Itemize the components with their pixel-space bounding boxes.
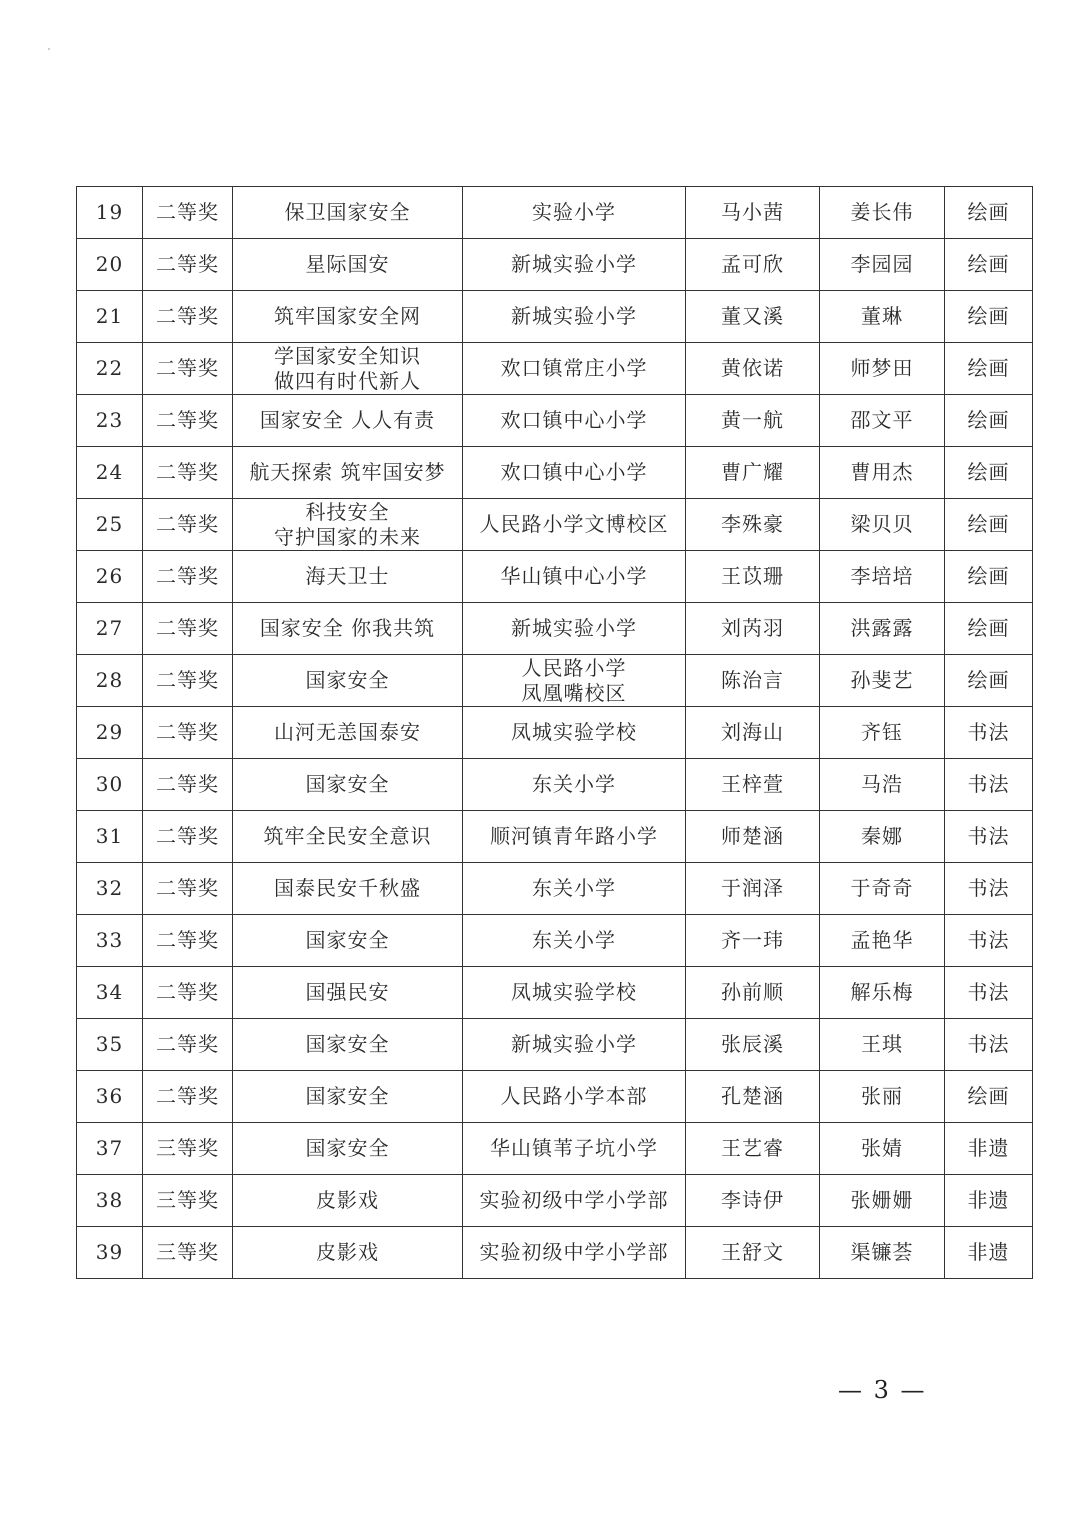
school-cell	[463, 499, 686, 551]
award-level-cell: 二等奖	[143, 967, 233, 1019]
row-number-cell: 31	[77, 811, 143, 863]
award-level-cell: 三等奖	[143, 1227, 233, 1279]
teacher-name-cell: 齐钰	[820, 707, 945, 759]
award-level-cell: 二等奖	[143, 291, 233, 343]
work-title-line: 科技安全	[305, 499, 390, 524]
row-number-cell: 34	[77, 967, 143, 1019]
school-cell	[463, 239, 686, 291]
school-cell	[463, 707, 686, 759]
category-cell: 绘画	[945, 395, 1033, 447]
row-number-cell: 26	[77, 551, 143, 603]
award-level-cell: 二等奖	[143, 603, 233, 655]
school-cell	[463, 1071, 686, 1123]
work-title-cell	[233, 1123, 463, 1175]
work-title-line: 国泰民安千秋盛	[274, 876, 421, 900]
student-name-cell: 师楚涵	[686, 811, 820, 863]
work-title-cell	[233, 655, 463, 707]
award-level-cell: 三等奖	[143, 1123, 233, 1175]
category-cell: 书法	[945, 759, 1033, 811]
category-cell: 绘画	[945, 603, 1033, 655]
category-cell: 书法	[945, 811, 1033, 863]
school-line: 新城实验小学	[511, 1032, 637, 1056]
category-cell: 绘画	[945, 447, 1033, 499]
work-title-cell	[233, 291, 463, 343]
work-title-line: 国家安全	[305, 928, 390, 952]
work-title-cell	[233, 759, 463, 811]
school-cell	[463, 863, 686, 915]
table-row	[77, 551, 1033, 603]
student-name-cell: 王苡珊	[686, 551, 820, 603]
work-title-cell	[233, 343, 463, 395]
work-title-cell	[233, 863, 463, 915]
school-line: 欢口镇常庄小学	[500, 356, 648, 380]
work-title-cell	[233, 1175, 463, 1227]
work-title-line: 筑牢国家安全网	[274, 304, 421, 328]
awards-table	[76, 186, 1033, 1279]
table-row	[77, 239, 1033, 291]
teacher-name-cell: 董琳	[820, 291, 945, 343]
category-cell: 书法	[945, 915, 1033, 967]
school-line: 东关小学	[532, 876, 616, 900]
award-level-cell: 二等奖	[143, 499, 233, 551]
school-line: 实验初级中学小学部	[479, 1188, 669, 1212]
school-line: 人民路小学	[521, 655, 627, 680]
school-line: 顺河镇青年路小学	[490, 824, 658, 848]
student-name-cell: 孟可欣	[686, 239, 820, 291]
row-number-cell: 24	[77, 447, 143, 499]
category-cell: 绘画	[945, 499, 1033, 551]
work-title-line: 星际国安	[305, 252, 390, 276]
student-name-cell: 刘海山	[686, 707, 820, 759]
student-name-cell: 黄依诺	[686, 343, 820, 395]
school-cell	[463, 1123, 686, 1175]
student-name-cell: 王梓萱	[686, 759, 820, 811]
work-title-line: 国家安全	[305, 1032, 390, 1056]
row-number-cell: 36	[77, 1071, 143, 1123]
work-title-line: 国强民安	[305, 980, 390, 1004]
school-line: 凤城实验学校	[511, 980, 637, 1004]
school-cell	[463, 759, 686, 811]
school-cell	[463, 1175, 686, 1227]
award-level-cell: 二等奖	[143, 187, 233, 239]
page-number: — 3 —	[838, 1376, 927, 1404]
category-cell: 绘画	[945, 239, 1033, 291]
school-line: 东关小学	[532, 928, 616, 952]
category-cell: 绘画	[945, 291, 1033, 343]
category-cell: 非遗	[945, 1123, 1033, 1175]
table-row	[77, 759, 1033, 811]
work-title-line: 国家安全	[305, 1084, 390, 1108]
table-row	[77, 291, 1033, 343]
table-row	[77, 1071, 1033, 1123]
school-cell	[463, 655, 686, 707]
teacher-name-cell: 解乐梅	[820, 967, 945, 1019]
school-line: 新城实验小学	[511, 616, 637, 640]
teacher-name-cell: 洪露露	[820, 603, 945, 655]
category-cell: 绘画	[945, 1071, 1033, 1123]
table-row	[77, 1227, 1033, 1279]
school-line: 华山镇中心小学	[500, 564, 648, 588]
teacher-name-cell: 于奇奇	[820, 863, 945, 915]
teacher-name-cell: 梁贝贝	[820, 499, 945, 551]
student-name-cell: 陈治言	[686, 655, 820, 707]
school-line: 新城实验小学	[511, 304, 637, 328]
student-name-cell: 刘芮羽	[686, 603, 820, 655]
work-title-cell	[233, 239, 463, 291]
table-row	[77, 603, 1033, 655]
row-number-cell: 39	[77, 1227, 143, 1279]
teacher-name-cell: 张姗姗	[820, 1175, 945, 1227]
student-name-cell: 孔楚涵	[686, 1071, 820, 1123]
work-title-line: 皮影戏	[316, 1188, 379, 1212]
category-cell: 绘画	[945, 551, 1033, 603]
work-title-line: 航天探索 筑牢国安梦	[249, 460, 446, 484]
work-title-cell	[233, 707, 463, 759]
row-number-cell: 21	[77, 291, 143, 343]
table-row	[77, 655, 1033, 707]
teacher-name-cell: 秦娜	[820, 811, 945, 863]
table-row	[77, 1175, 1033, 1227]
work-title-cell	[233, 967, 463, 1019]
student-name-cell: 张辰溪	[686, 1019, 820, 1071]
teacher-name-cell: 曹用杰	[820, 447, 945, 499]
award-level-cell: 二等奖	[143, 759, 233, 811]
row-number-cell: 30	[77, 759, 143, 811]
row-number-cell: 29	[77, 707, 143, 759]
school-line: 实验小学	[532, 200, 616, 224]
school-cell	[463, 967, 686, 1019]
teacher-name-cell: 张婧	[820, 1123, 945, 1175]
student-name-cell: 王舒文	[686, 1227, 820, 1279]
school-line: 欢口镇中心小学	[500, 460, 648, 484]
work-title-cell	[233, 603, 463, 655]
table-row	[77, 499, 1033, 551]
school-cell	[463, 187, 686, 239]
row-number-cell: 23	[77, 395, 143, 447]
school-line: 华山镇苇子坑小学	[490, 1136, 658, 1160]
school-cell	[463, 343, 686, 395]
award-level-cell: 二等奖	[143, 915, 233, 967]
work-title-line: 国家安全	[305, 1136, 390, 1160]
award-level-cell: 二等奖	[143, 551, 233, 603]
work-title-line: 国家安全 人人有责	[259, 408, 436, 432]
table-row	[77, 915, 1033, 967]
work-title-line: 保卫国家安全	[284, 200, 411, 224]
row-number-cell: 25	[77, 499, 143, 551]
work-title-line: 山河无恙国泰安	[274, 720, 421, 744]
category-cell: 非遗	[945, 1227, 1033, 1279]
work-title-line: 筑牢全民安全意识	[263, 824, 432, 848]
work-title-cell	[233, 1019, 463, 1071]
work-title-cell	[233, 915, 463, 967]
row-number-cell: 27	[77, 603, 143, 655]
category-cell: 书法	[945, 1019, 1033, 1071]
school-cell	[463, 603, 686, 655]
work-title-cell	[233, 1227, 463, 1279]
teacher-name-cell: 李园园	[820, 239, 945, 291]
row-number-cell: 20	[77, 239, 143, 291]
student-name-cell: 马小茜	[686, 187, 820, 239]
award-level-cell: 二等奖	[143, 1019, 233, 1071]
student-name-cell: 李诗伊	[686, 1175, 820, 1227]
award-level-cell: 三等奖	[143, 1175, 233, 1227]
teacher-name-cell: 马浩	[820, 759, 945, 811]
table-row	[77, 187, 1033, 239]
award-level-cell: 二等奖	[143, 707, 233, 759]
table-row	[77, 707, 1033, 759]
school-line: 欢口镇中心小学	[500, 408, 648, 432]
award-level-cell: 二等奖	[143, 239, 233, 291]
award-level-cell: 二等奖	[143, 395, 233, 447]
table-row	[77, 863, 1033, 915]
category-cell: 绘画	[945, 187, 1033, 239]
category-cell: 书法	[945, 967, 1033, 1019]
work-title-line: 海天卫士	[305, 564, 390, 588]
teacher-name-cell: 邵文平	[820, 395, 945, 447]
student-name-cell: 孙前顺	[686, 967, 820, 1019]
award-level-cell: 二等奖	[143, 447, 233, 499]
category-cell: 书法	[945, 707, 1033, 759]
work-title-line: 国家安全 你我共筑	[259, 616, 436, 640]
work-title-cell	[233, 447, 463, 499]
work-title-cell	[233, 551, 463, 603]
work-title-cell	[233, 811, 463, 863]
award-level-cell: 二等奖	[143, 343, 233, 395]
work-title-cell	[233, 395, 463, 447]
school-cell	[463, 447, 686, 499]
table-row	[77, 967, 1033, 1019]
work-title-cell	[233, 1071, 463, 1123]
table-row	[77, 811, 1033, 863]
school-cell	[463, 915, 686, 967]
teacher-name-cell: 姜长伟	[820, 187, 945, 239]
teacher-name-cell: 王琪	[820, 1019, 945, 1071]
school-line: 人民路小学文博校区	[479, 512, 669, 536]
row-number-cell: 33	[77, 915, 143, 967]
student-name-cell: 曹广耀	[686, 447, 820, 499]
work-title-line: 守护国家的未来	[274, 524, 421, 549]
work-title-line: 皮影戏	[316, 1240, 379, 1264]
school-line: 东关小学	[532, 772, 616, 796]
category-cell: 书法	[945, 863, 1033, 915]
category-cell: 绘画	[945, 655, 1033, 707]
row-number-cell: 32	[77, 863, 143, 915]
work-title-line: 做四有时代新人	[274, 368, 421, 393]
award-level-cell: 二等奖	[143, 811, 233, 863]
work-title-line: 学国家安全知识	[274, 343, 421, 368]
student-name-cell: 齐一玮	[686, 915, 820, 967]
table-row	[77, 1123, 1033, 1175]
table-row	[77, 343, 1033, 395]
school-line: 实验初级中学小学部	[479, 1240, 669, 1264]
teacher-name-cell: 师梦田	[820, 343, 945, 395]
school-line: 凤凰嘴校区	[521, 680, 627, 705]
student-name-cell: 于润泽	[686, 863, 820, 915]
school-cell	[463, 1019, 686, 1071]
school-cell	[463, 811, 686, 863]
work-title-line: 国家安全	[305, 668, 390, 692]
school-line: 人民路小学本部	[500, 1084, 648, 1108]
school-cell	[463, 551, 686, 603]
teacher-name-cell: 渠镰荟	[820, 1227, 945, 1279]
row-number-cell: 38	[77, 1175, 143, 1227]
school-line: 新城实验小学	[511, 252, 637, 276]
row-number-cell: 35	[77, 1019, 143, 1071]
school-cell	[463, 1227, 686, 1279]
award-level-cell: 二等奖	[143, 1071, 233, 1123]
student-name-cell: 董又溪	[686, 291, 820, 343]
category-cell: 绘画	[945, 343, 1033, 395]
row-number-cell: 19	[77, 187, 143, 239]
school-cell	[463, 395, 686, 447]
table-row	[77, 395, 1033, 447]
category-cell: 非遗	[945, 1175, 1033, 1227]
table-row	[77, 1019, 1033, 1071]
table-row	[77, 447, 1033, 499]
student-name-cell: 王艺睿	[686, 1123, 820, 1175]
school-cell	[463, 291, 686, 343]
teacher-name-cell: 孙斐艺	[820, 655, 945, 707]
school-line: 凤城实验学校	[511, 720, 637, 744]
work-title-line: 国家安全	[305, 772, 390, 796]
teacher-name-cell: 张丽	[820, 1071, 945, 1123]
work-title-cell	[233, 499, 463, 551]
student-name-cell: 李殊豪	[686, 499, 820, 551]
award-level-cell: 二等奖	[143, 655, 233, 707]
teacher-name-cell: 李培培	[820, 551, 945, 603]
student-name-cell: 黄一航	[686, 395, 820, 447]
award-level-cell: 二等奖	[143, 863, 233, 915]
scan-speck	[48, 48, 50, 50]
row-number-cell: 37	[77, 1123, 143, 1175]
teacher-name-cell: 孟艳华	[820, 915, 945, 967]
table-body	[77, 187, 1033, 1279]
work-title-cell	[233, 187, 463, 239]
row-number-cell: 28	[77, 655, 143, 707]
row-number-cell: 22	[77, 343, 143, 395]
